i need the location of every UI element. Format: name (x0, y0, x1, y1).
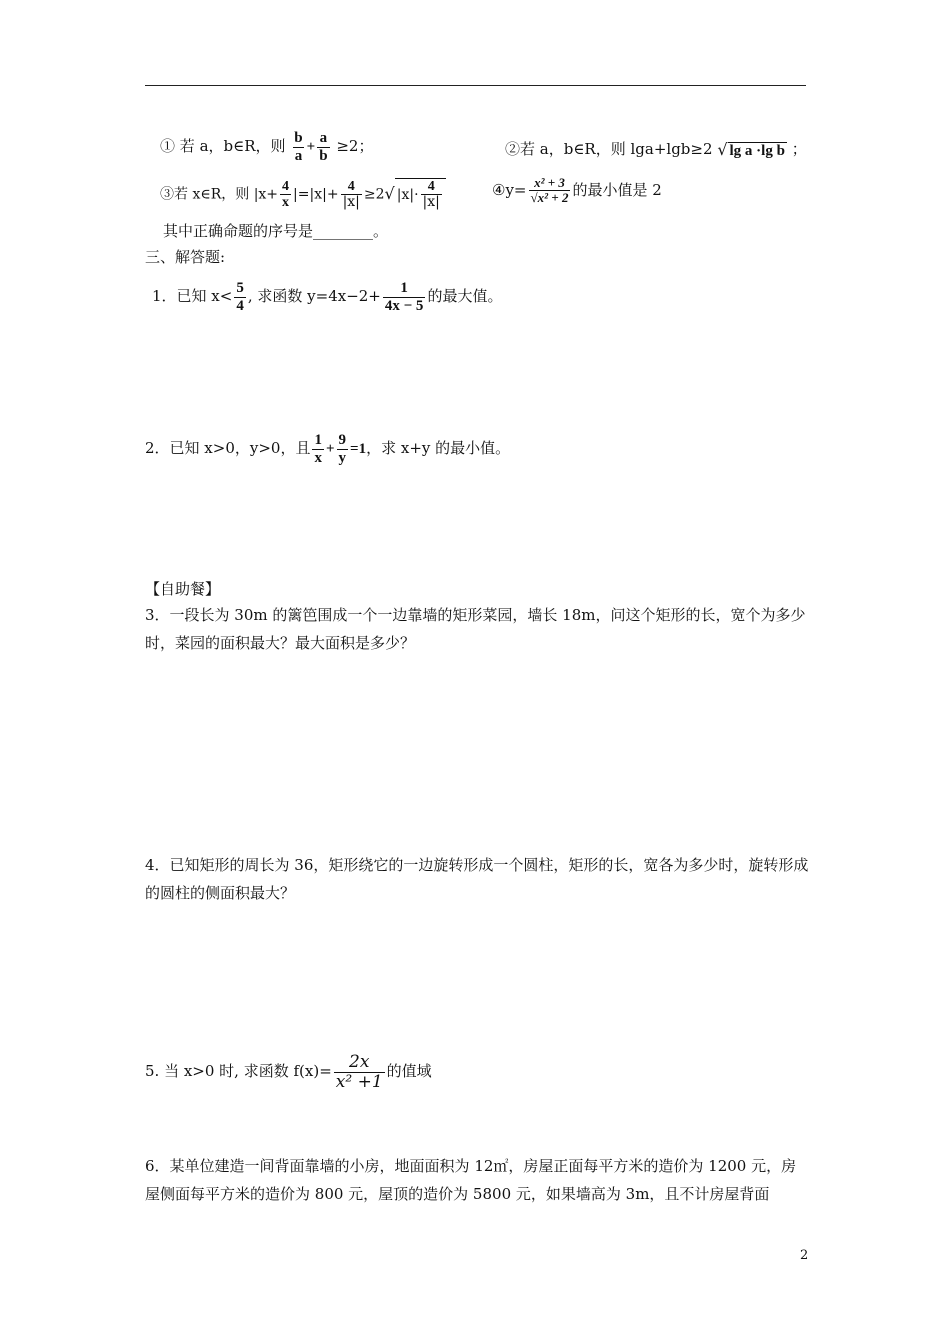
fraction-y: $\frac{\text{x² + 3}}{\text{√x² + 2}}$ (530, 175, 569, 206)
question-1: 1．已知 x< $\frac{5}{4}$ , 求函数 y=4x−2+ $\frac{1}{4x - 5}$ 的最大值。 (152, 280, 503, 314)
sqrt-lg: √ lg a ·lg b (717, 140, 785, 159)
question-2: 2．已知 x>0，y>0，且 $\frac{1}{x}$ + $\frac{9}{y}$ =1，求 x+y 的最小值。 (145, 432, 511, 466)
header-rule (145, 85, 806, 86)
fraction-4-over-x: $\frac{4}{x}$ (282, 178, 290, 210)
propositions-question: 其中正确命题的序号是________。 (163, 222, 389, 240)
proposition-3: ③若 x∈R，则 |x+ $\frac{4}{x}$ |=|x|+ $\frac{4}{|x|}$ ≥2√ |x|· $\frac{4}{|x|}$ (160, 178, 446, 211)
fraction-4-over-abs-x: $\frac{4}{|x|}$ (342, 178, 360, 210)
proposition-2: ②若 a，b∈R，则 lga+lgb≥2 √ lg a ·lg b ； (505, 140, 807, 159)
question-3: 3．一段长为 30m 的篱笆围成一个一边靠墙的矩形菜园，墙长 18m，问这个矩形的长，宽个为多少时，菜园的面积最大？最大面积是多少？ (145, 606, 806, 652)
question-4: 4．已知矩形的周长为 36，矩形绕它的一边旋转形成一个圆柱，矩形的长，宽各为多少时，旋转形成的圆柱的侧面积最大？ (145, 856, 809, 902)
fraction-1-over-x: $\frac{1}{x}$ (314, 432, 322, 466)
sqrt-abs: √ |x|· $\frac{4}{|x|}$ (385, 178, 446, 211)
fraction-2x-over-x2-plus-1: $\frac{2x}{\text{x² +1}}$ (335, 1052, 383, 1092)
section-heading: 三、解答题: (145, 248, 226, 266)
question-6: 6．某单位建造一间背面靠墙的小房，地面面积为 12㎡，房屋正面每平方米的造价为 1200 元，房屋侧面每平方米的造价为 800 元，屋顶的造价为 5800 元，如果墙高为 3m，且不计房屋背面 (145, 1157, 797, 1203)
fraction-9-over-y: $\frac{9}{y}$ (338, 432, 347, 466)
fraction-5-over-4: $\frac{5}{4}$ (236, 280, 244, 314)
question-5: 5. 当 x>0 时, 求函数 f(x)= $\frac{2x}{\text{x² +1}}$ 的值域 (145, 1052, 432, 1092)
fraction-b-over-a: $\frac{b}{a}$ (294, 130, 303, 164)
proposition-4: ④y= $\frac{\text{x² + 3}}{\text{√x² + 2}}$ 的最小值是 2 (492, 175, 662, 206)
buffet-heading: 【自助餐】 (145, 580, 221, 598)
proposition-1: ① 若 a，b∈R，则 $\frac{b}{a}$ + $\frac{a}{b}$ ≥2； (160, 130, 374, 164)
fraction-1-over-4x-5: $\frac{1}{4x - 5}$ (384, 280, 424, 314)
page-number: 2 (800, 1248, 809, 1263)
fraction-a-over-b: $\frac{a}{b}$ (319, 130, 328, 164)
